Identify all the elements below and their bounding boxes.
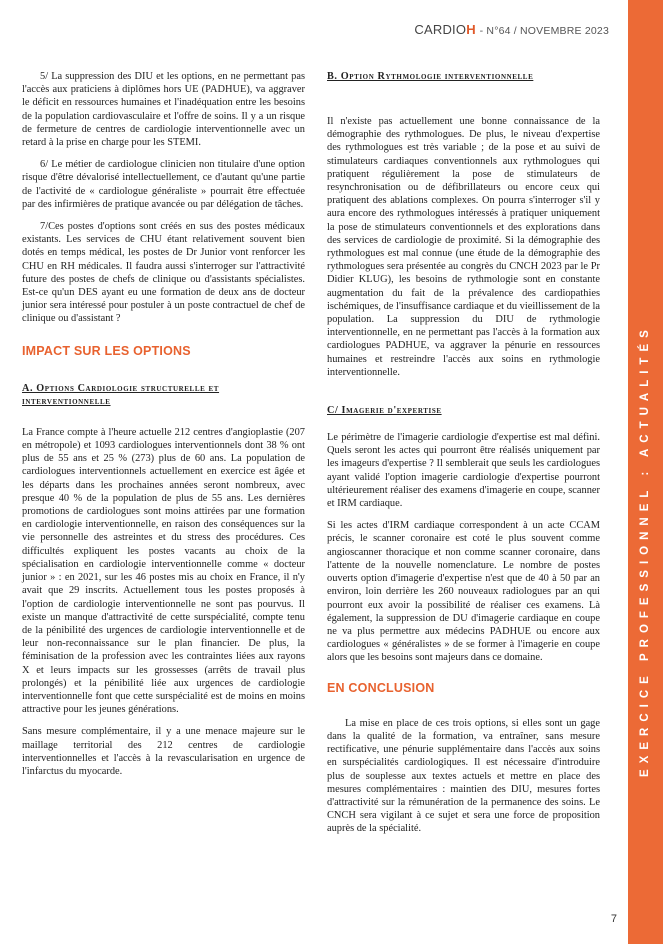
- paragraph: Si les actes d'IRM cardiaque correspondent à un acte CCAM précis, le scanner coronaire est coté le plus souvent comme angioscanner thoracique et non comme scanner coronaire, dans l'attente de la nouvelle nomenclature. Le nombre de postes ouverts option d'imagerie d'expertise n'est que de 40 à 50 par an environ, loin derrière les 260 nouveaux radiologues par an qui pourront eux avoir la possibilité de réaliser ces examens. Là également, la suppression de DU d'imagerie cardiaque en coupe ne va plus permettre aux médecins PADHUE ou encore aux cardiologues « généralistes » de se former à l'imagerie en coupe alors que les besoins sont majeurs dans ce domaine.: [327, 520, 600, 664]
- sidebar-label: EXERCICE PROFESSIONNEL : ACTUALITÉS: [639, 324, 651, 777]
- paragraph: 6/ Le métier de cardiologue clinicien non titulaire d'une option risque d'être dévalorisé intellectuellement, ce d'autant qu'une partie de l'activité de « cardiologue généraliste » pourrait être effectuée par des infirmières de pratique avancée ou par délégation de tâches.: [22, 159, 305, 210]
- subtitle-imagerie: C/ Imagerie d'expertise: [327, 405, 442, 417]
- left-column: [22, 70, 305, 787]
- subtitle-option-rythmologie: B. Option Rythmologie interventionnelle: [327, 71, 534, 82]
- paragraph: 7/Ces postes d'options sont créés en sus des postes médicaux existants. Les services de CHU étant relativement souvent bien dotés en temps médical, les postes de Dr Junior vont renforcer les CHU en RH médicales. Il faudra aussi s'interroger sur l'attractivité future des postes de chefs de clinique ou d'assistants spécialistes. Est-ce qu'un DES ayant eu une formation de deux ans de docteur junior sera intéressé pour postuler à un poste contractuel de chef de clinique ou d'assistant ?: [22, 221, 305, 325]
- subtitle-option-structurelle: A. Options Cardiologie structurelle et interventionnelle: [22, 382, 220, 407]
- paragraph: Sans mesure complémentaire, il y a une menace majeure sur le maillage territorial des 212 centres de cardiologie interventionnelles et l'accès à la revascularisation en urgence de l'infarctus du myocarde.: [22, 726, 305, 777]
- magazine-name-h: H: [466, 22, 476, 37]
- paragraph: La France compte à l'heure actuelle 212 centres d'angioplastie (207 en métropole) et 1093 cardiologues interventionnels dont 38 % ont plus de 55 ans et 25 % (273) plus de 60 ans. La population de cardiologues interventionnels actuellement en exercice est âgée et les départs dans les prochaines années seront nombreux, avec presque 40 % de la population de plus de 55 ans. Les dernières promotions de cardiologues sont moins attirées par une formation en cardiologie interventionnelle, en raison des conséquences sur la vie personnelle des astreintes et du stress des procédures. Ces difficultés expliquent les postes vacants au choix de la spécialisation en cardiologie interventionnelle comme « docteur junior » : en 2021, sur les 46 postes mis au choix en France, il n'y avait que 29 inscrits. Actuellement tous les postes proposés à l'option de cardiologie interventionnelle ne sont pas pourvus. Il existe un manque d'attractivité de cette surspécialité, compte tenu de la pénibilité des urgences de cardiologie interventionnelle et de leur non-reconnaissance sur le plan financier. De plus, la féminisation de la profession avec les contraintes liées aux rayons X et leurs impacts sur les grossesses (arrêts de travail plus prolongés) et la pénibilité liée aux urgences de cardiologie interventionnelle font que cette surspécialité est de moins en moins attractive pour les jeunes générations.: [22, 426, 305, 716]
- right-column: [327, 70, 600, 845]
- issue-info: - N°64 / NOVEMBRE 2023: [479, 25, 609, 37]
- section-title-conclusion: EN CONCLUSION: [327, 680, 435, 695]
- page-number: 7: [610, 913, 617, 925]
- magazine-name: CARDIO: [414, 22, 467, 37]
- paragraph: 5/ La suppression des DIU et les options, en ne permettant pas l'accès aux praticiens à diplômes hors UE (PADHUE), va aggraver le déficit en ressources humaines et l'inadéquation entre les besoins de la population cardiovasculaire et l'offre de soins. Il y a un risque de fermeture de centres de cardiologie interventionnelle avec un retard à la prise en charge pour les STEMI.: [22, 71, 305, 149]
- section-sidebar: [628, 0, 663, 944]
- paragraph: Le périmètre de l'imagerie cardiologie d'expertise est mal défini. Quels seront les actes qui pourront être réalisés uniquement par les imageurs d'expertise ? Il semblerait que seuls les cardiologues ayant validé l'option imagerie cardiologie d'expertise pourront ultérieurement réaliser des examens d'imagerie en coupe, scanner et IRM cardiaque.: [327, 432, 600, 510]
- page-header: [414, 22, 609, 37]
- paragraph: La mise en place de ces trois options, si elles sont un gage dans la qualité de la formation, va entraîner, sans mesure rectificative, une pénurie supplémentaire dans l'accès aux soins en surspécialités cardiologiques. Il est nécessaire d'introduire plus de souplesse aux textes actuels et mettre en place des mesures complémentaires : maintien des DIU, mesures fortes d'attractivité sur la rémunération de la permanence des soins. Le CNCH sera vigilant à ce sujet et sera une force de proposition auprès de la spécialité.: [327, 717, 600, 835]
- section-title-impact: IMPACT SUR LES OPTIONS: [22, 343, 191, 358]
- paragraph: Il n'existe pas actuellement une bonne connaissance de la démographie des rythmologues. De plus, le niveau d'expertise des rythmologues est très variable ; de la pose et au suivi de stimulateurs cardiaques conventionnels aux rythmologues qui pratiquent régulièrement la pose de stimulateurs de resynchronisation ou de défibrillateurs ou encore ceux qui pratiquent des ablations complexes. On pourra s'interroger s'il y aura encore des rythmologues intéressés à pratiquer uniquement la pose de stimulateurs conventionnels et des explorations dans des services de cardiologie de proximité. Si la démographie des rythmologues est mal connue (une étude de la démographie des rythmologues sera présentée au congrès du CNCH 2023 par le Pr Didier KLUG), les besoins de rythmologie sont en constante augmentation du fait de la prévalence des cardiopathies ischémiques, de l'insuffisance cardiaque et du vieillissement de la population. La suppression du DIU de rythmologie interventionnelle, en ne permettant pas l'accès à la formation aux cardiologues PADHUE, va aggraver la pénurie en ressources humaines et restreindre l'accès aux soins en rythmologie interventionnelle.: [327, 116, 600, 378]
